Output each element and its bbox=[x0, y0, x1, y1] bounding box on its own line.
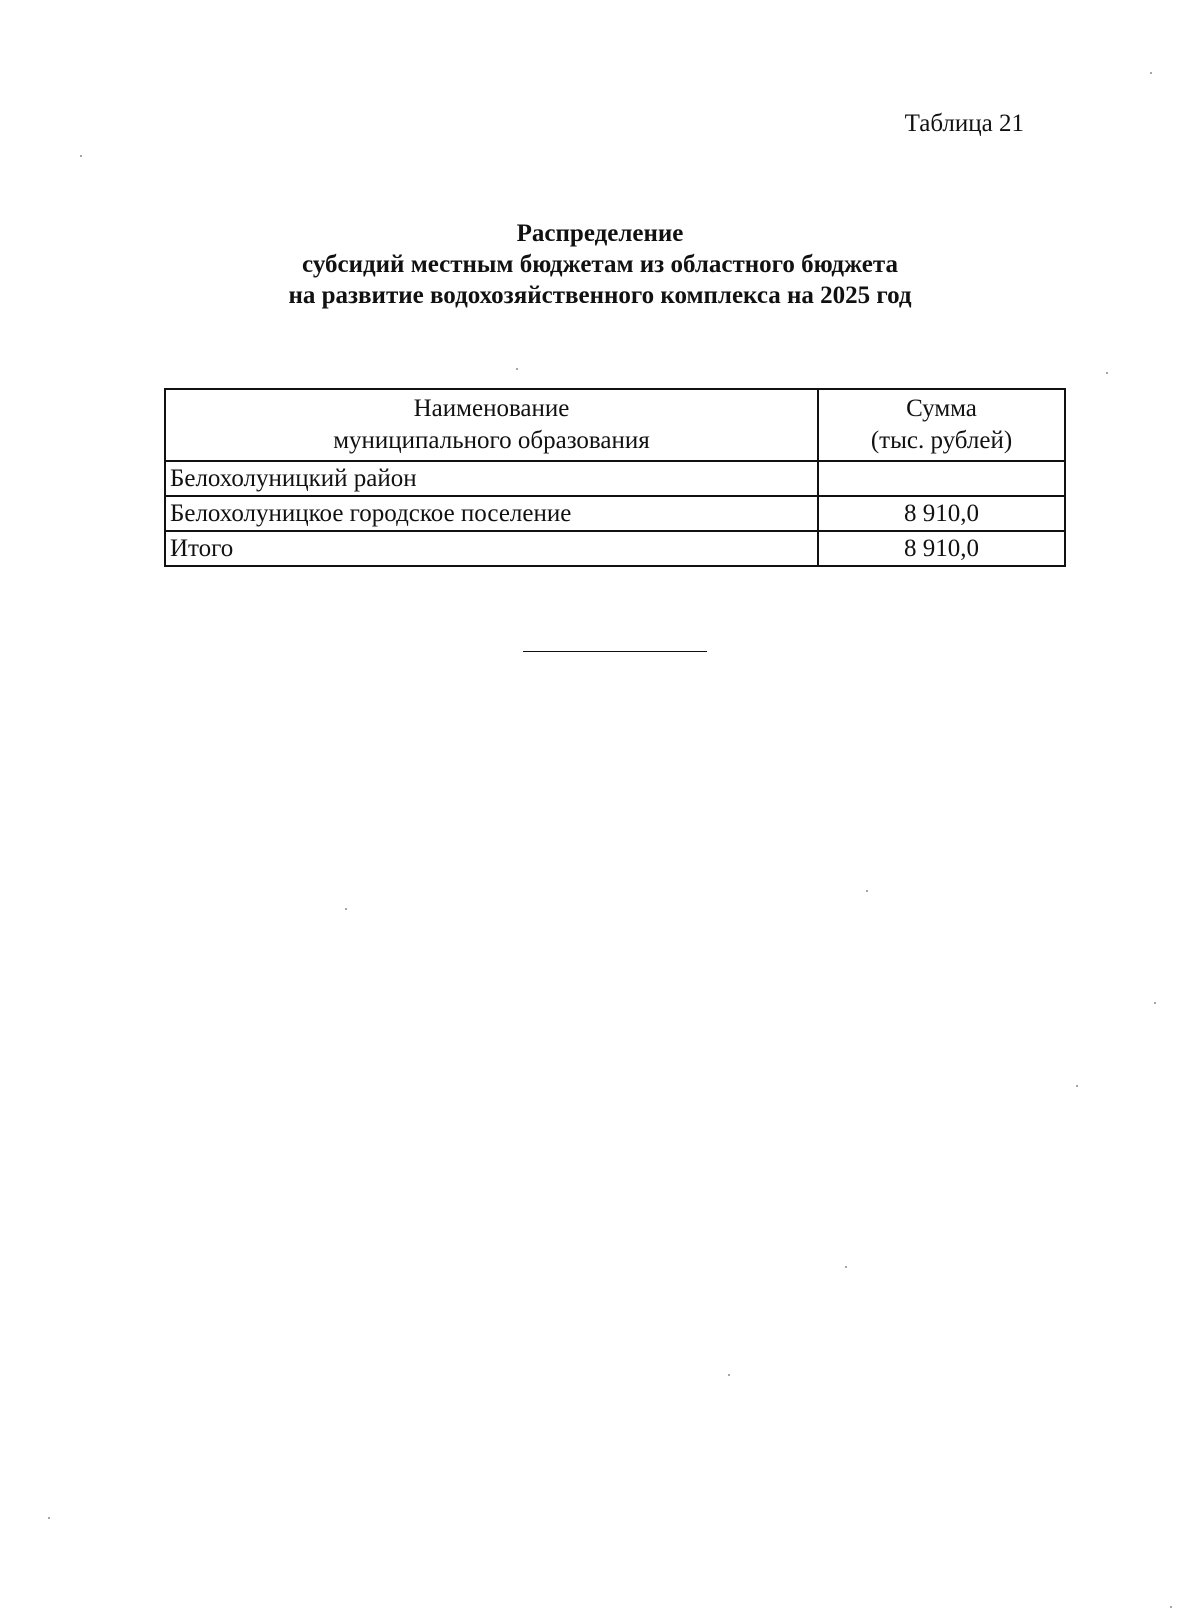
scan-speck bbox=[728, 1374, 730, 1376]
row-sum bbox=[818, 461, 1065, 496]
table-row-total bbox=[165, 531, 1065, 566]
header-sum-line-2: (тыс. рублей) bbox=[870, 427, 1013, 454]
header-name-line-2: муниципального образования bbox=[333, 427, 650, 454]
row-municipality-name: Белохолуницкий район bbox=[165, 461, 818, 496]
scan-speck bbox=[516, 368, 518, 370]
scan-speck bbox=[1150, 72, 1152, 74]
row-municipality-name: Белохолуницкое городское поселение bbox=[165, 496, 818, 531]
title-line-2: субсидий местным бюджетам из областного бюджета bbox=[302, 251, 898, 278]
scan-speck bbox=[1154, 1002, 1156, 1004]
scan-speck bbox=[48, 1517, 50, 1519]
header-municipality-name bbox=[165, 389, 818, 461]
scan-speck bbox=[345, 908, 347, 910]
header-name-line-1: Наименование bbox=[413, 395, 570, 422]
row-sum: 8 910,0 bbox=[818, 531, 1065, 566]
table-row bbox=[165, 496, 1065, 531]
title-line-3: на развитие водохозяйственного комплекса на 2025 год bbox=[288, 282, 912, 309]
table-header-row bbox=[165, 389, 1065, 461]
scan-speck bbox=[866, 890, 868, 892]
end-separator-line bbox=[523, 651, 707, 652]
document-title bbox=[0, 218, 1200, 311]
row-sum: 8 910,0 bbox=[818, 496, 1065, 531]
scan-speck bbox=[80, 155, 82, 157]
table-row bbox=[165, 461, 1065, 496]
scan-speck bbox=[1170, 1606, 1172, 1608]
scan-speck bbox=[845, 1266, 847, 1268]
scan-speck bbox=[1106, 372, 1108, 374]
subsidy-distribution-table bbox=[164, 388, 1066, 567]
header-sum bbox=[818, 389, 1065, 461]
table-number: Таблица 21 bbox=[904, 110, 1024, 137]
title-line-1: Распределение bbox=[516, 220, 684, 247]
header-sum-line-1: Сумма bbox=[906, 395, 977, 422]
row-municipality-name: Итого bbox=[165, 531, 818, 566]
scan-speck bbox=[1076, 1085, 1078, 1087]
